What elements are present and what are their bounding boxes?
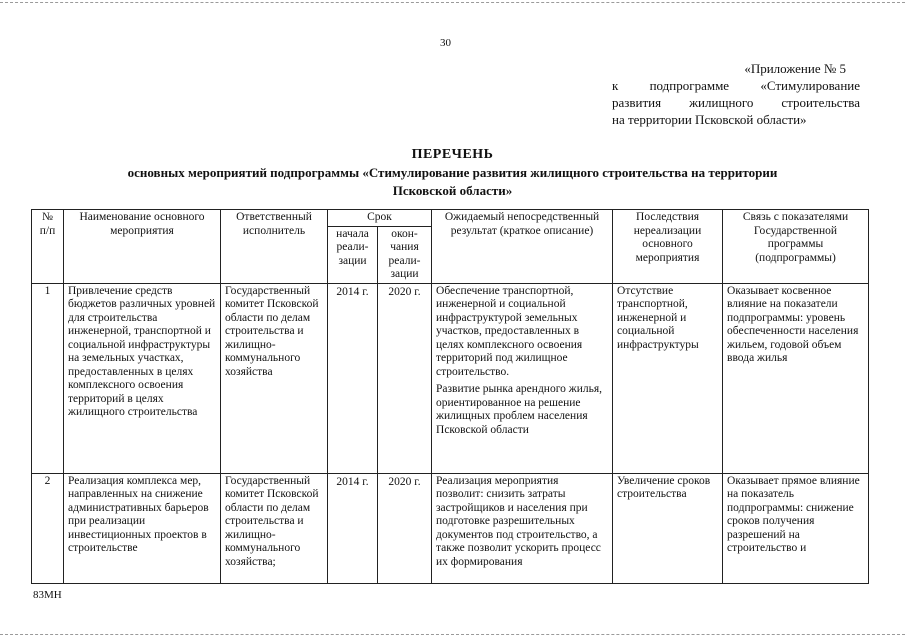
appendix-header (612, 60, 860, 128)
title-heading: ПЕРЕЧЕНЬ (411, 147, 494, 162)
row-result (432, 473, 613, 583)
row-start: 2014 г. (328, 473, 378, 583)
footer-code: 83МН (33, 589, 62, 601)
row-consequences: Отсутствие транспортной, инженерной и социальной инфраструктуры (613, 283, 723, 473)
row-link: Оказывает косвенное влияние на показатели подпрограммы: уровень обеспеченности населения жильем, годовой объем ввода жилья (723, 283, 869, 473)
header-consequences: Последствия нереализации основного мероприятия (613, 210, 723, 284)
measures-table (31, 209, 869, 584)
row-executor: Государственный комитет Псковской области по делам строительства и жилищно-коммунального хозяйства; (221, 473, 328, 583)
header-term: Срок (328, 210, 432, 227)
document-title (60, 146, 845, 200)
table-row (32, 473, 869, 583)
header-executor: Ответственный исполнитель (221, 210, 328, 284)
result-paragraph: Обеспечение транспортной, инженерной и социальной инфраструктурой земельных участков, предоставленных в целях комплексного освоения территорий под жилищное строительство. (436, 284, 583, 378)
row-consequences: Увеличение сроков строительства (613, 473, 723, 583)
title-subheading: Псковской области» (392, 183, 513, 198)
table-header-row (32, 210, 869, 227)
row-executor: Государственный комитет Псковской области по делам строительства и жилищно-коммунального хозяйства (221, 283, 328, 473)
row-num: 1 (32, 283, 64, 473)
appendix-line: на территории Псковской области» (612, 112, 807, 127)
header-num: № п/п (32, 210, 64, 284)
row-link: Оказывает прямое влияние на показатель подпрограммы: снижение сроков получения разрешений на строительство и (723, 473, 869, 583)
row-start: 2014 г. (328, 283, 378, 473)
result-paragraph: Развитие рынка арендного жилья, ориентированное на решение жилищных проблем населения Псковской области (436, 383, 602, 436)
appendix-title: «Приложение № 5 (744, 61, 846, 76)
table-row (32, 283, 869, 473)
header-result: Ожидаемый непосредственный результат (краткое описание) (432, 210, 613, 284)
appendix-line: к подпрограмме «Стимулирование (612, 78, 860, 93)
title-subheading: основных мероприятий подпрограммы «Стимулирование развития жилищного строительства на территории (127, 165, 778, 180)
result-paragraph: Реализация мероприятия позволит: снизить затраты застройщиков и населения при подготовке разрешительных документов под строительство, а также позволит ускорить процесс их формирования (436, 474, 601, 568)
row-end: 2020 г. (378, 473, 432, 583)
header-link: Связь с показателями Государственной программы (подпрограммы) (723, 210, 869, 284)
row-result (432, 283, 613, 473)
header-start: начала реали-зации (328, 226, 378, 283)
page-number: 30 (440, 37, 451, 49)
header-name: Наименование основного мероприятия (64, 210, 221, 284)
row-name: Привлечение средств бюджетов различных уровней для строительства инженерной, транспортной и социальной инфраструктуры на земельных участках, предоставленных в целях комплексного освоения территорий в целях жилищного строительства (64, 283, 221, 473)
row-num: 2 (32, 473, 64, 583)
header-end: окон-чания реали-зации (378, 226, 432, 283)
scan-bottom-edge (0, 634, 905, 635)
row-end: 2020 г. (378, 283, 432, 473)
row-name: Реализация комплекса мер, направленных на снижение административных барьеров при реализации инвестиционных проектов в строительстве (64, 473, 221, 583)
appendix-line: развития жилищного строительства (612, 95, 860, 110)
scan-top-edge (0, 2, 905, 3)
